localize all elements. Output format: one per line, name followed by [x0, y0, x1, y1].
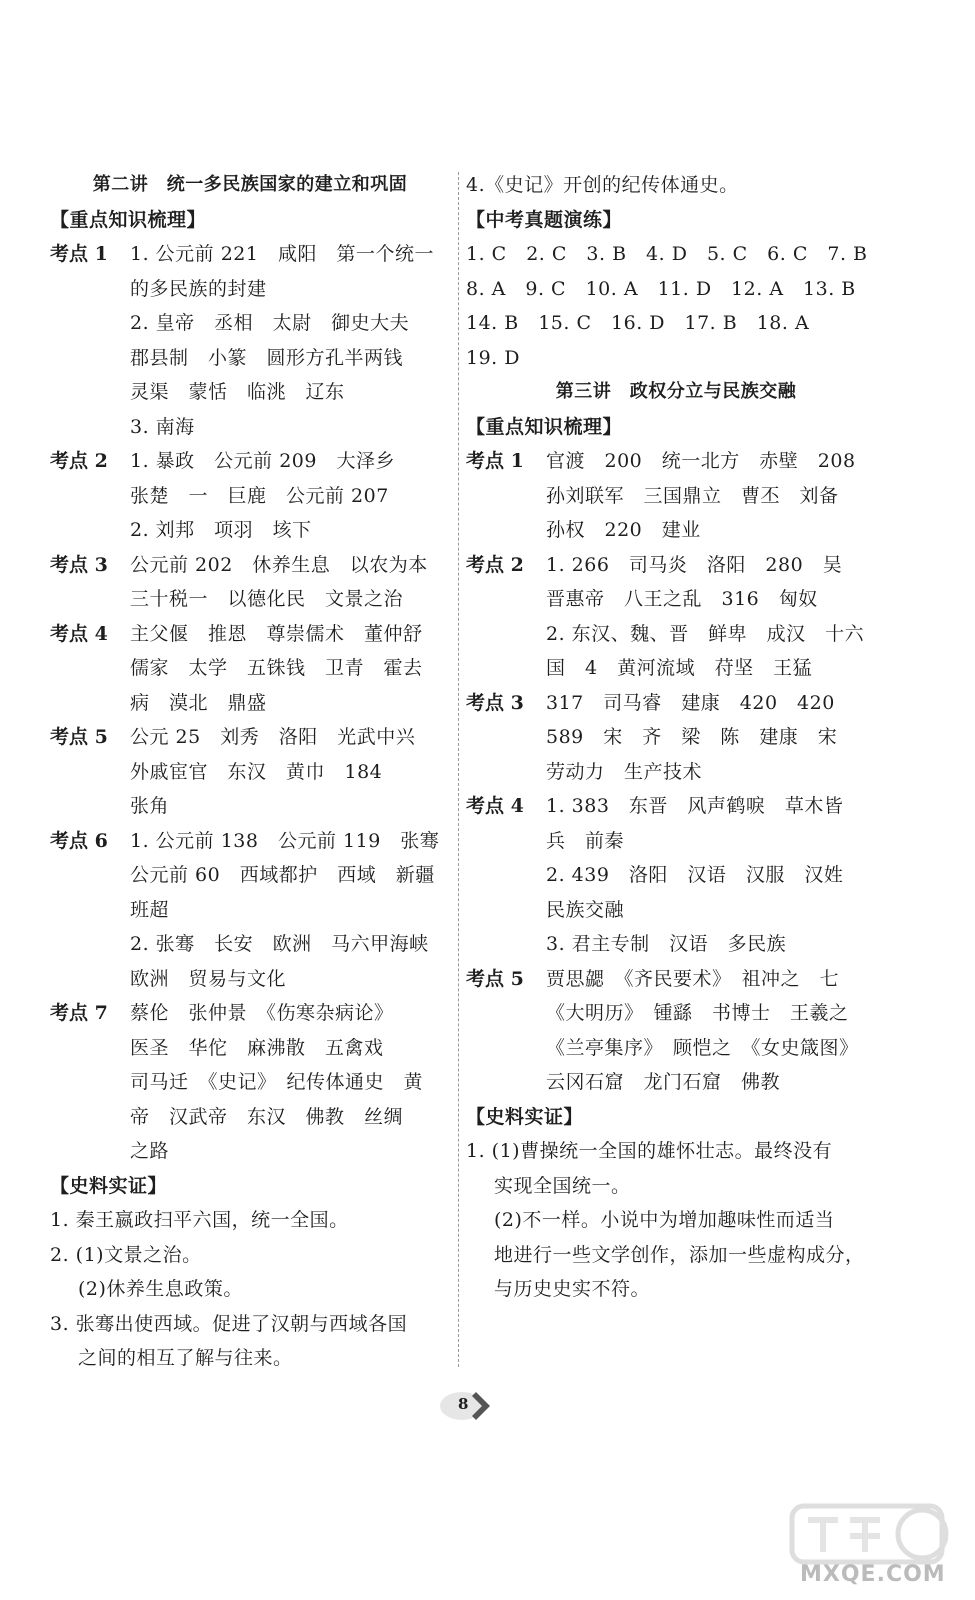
lecture-title-3: 第三讲 政权分立与民族交融 [555, 381, 797, 402]
kaodian-label: 考点 5 [50, 726, 108, 748]
kaodian-line: 郡县制 小篆 圆形方孔半两钱 [130, 346, 404, 369]
answer-line: 2. (1)文景之治。 [50, 1243, 202, 1266]
kaodian-line: 《兰亭集序》 顾恺之 《女史箴图》 [546, 1036, 859, 1059]
kaodian-line: 病 漠北 鼎盛 [130, 691, 267, 714]
quiz-answer-row: 1. C 2. C 3. B 4. D 5. C 6. C 7. B [466, 243, 868, 265]
kaodian-6 [50, 824, 450, 997]
kaodian-5 [50, 720, 450, 824]
kaodian-label: 考点 5 [466, 967, 524, 990]
answer-line: 与历史史实不符。 [494, 1278, 651, 1300]
kaodian-2 [50, 444, 450, 548]
section-heading-evidence: 【史料实证】 [50, 1174, 168, 1197]
kaodian-line: 589 宋 齐 梁 陈 建康 宋 [546, 726, 838, 748]
right-column [466, 168, 886, 1307]
kaodian-2 [466, 548, 886, 686]
kaodian-line: 国 4 黄河流域 苻坚 王猛 [546, 657, 813, 679]
kaodian-label: 考点 2 [466, 553, 524, 576]
kaodian-line: 民族交融 [546, 898, 625, 921]
answer-line: 3. 张骞出使西域。促进了汉朝与西域各国 [50, 1312, 408, 1335]
kaodian-label: 考点 2 [50, 450, 108, 472]
kaodian-line: 《大明历》 锺繇 书博士 王羲之 [546, 1002, 849, 1024]
answer-line: 实现全国统一。 [494, 1174, 631, 1197]
kaodian-line: 1. 266 司马炎 洛阳 280 吴 [546, 553, 843, 576]
kaodian-line: 兵 前秦 [546, 829, 625, 852]
kaodian-line: 317 司马睿 建康 420 420 [546, 691, 835, 714]
kaodian-line: 帝 汉武帝 东汉 佛教 丝绸 [130, 1105, 404, 1128]
answer-line: (2)休养生息政策。 [78, 1278, 243, 1300]
kaodian-label: 考点 1 [50, 243, 108, 265]
page-number: 8 [458, 1395, 469, 1413]
kaodian-1 [50, 237, 450, 444]
section-heading-exam: 【中考真题演练】 [466, 208, 623, 231]
quiz-answer-row: 19. D [466, 346, 520, 369]
kaodian-line: 张角 [130, 795, 170, 817]
kaodian-line: 孙刘联军 三国鼎立 曹丕 刘备 [546, 484, 839, 507]
kaodian-line: 张楚 一 巨鹿 公元前 207 [130, 484, 389, 507]
kaodian-line: 蔡伦 张仲景 《伤寒杂病论》 [130, 1002, 394, 1024]
section-heading-knowledge: 【重点知识梳理】 [50, 208, 207, 231]
kaodian-line: 1. 383 东晋 风声鹤唳 草木皆 [546, 795, 844, 817]
kaodian-line: 1. 公元前 221 咸阳 第一个统一 [130, 243, 434, 265]
section-heading-evidence: 【史料实证】 [466, 1105, 584, 1128]
kaodian-line: 主父偃 推恩 尊崇儒术 董仲舒 [130, 622, 423, 645]
kaodian-line: 外戚宦官 东汉 黄巾 184 [130, 760, 383, 783]
answer-line: 1. (1)曹操统一全国的雄怀壮志。最终没有 [466, 1140, 833, 1162]
kaodian-label: 考点 4 [466, 795, 524, 817]
lecture-title-2: 第二讲 统一多民族国家的建立和巩固 [92, 174, 408, 195]
kaodian-line: 2. 皇帝 丞相 太尉 御史大夫 [130, 312, 410, 334]
kaodian-line: 晋惠帝 八王之乱 316 匈奴 [546, 588, 818, 610]
kaodian-line: 司马迁 《史记》 纪传体通史 黄 [130, 1071, 424, 1093]
kaodian-line: 公元前 60 西域都护 西域 新疆 [130, 864, 435, 886]
kaodian-line: 孙权 220 建业 [546, 519, 701, 541]
kaodian-line: 儒家 太学 五铢钱 卫青 霍去 [130, 657, 423, 679]
kaodian-5 [466, 962, 886, 1100]
kaodian-label: 考点 3 [466, 691, 524, 714]
kaodian-3 [50, 548, 450, 617]
kaodian-label: 考点 7 [50, 1002, 108, 1024]
kaodian-line: 3. 君主专制 汉语 多民族 [546, 933, 787, 955]
kaodian-line: 1. 公元前 138 公元前 119 张骞 [130, 829, 440, 852]
kaodian-line: 2. 刘邦 项羽 垓下 [130, 519, 312, 541]
kaodian-3 [466, 686, 886, 790]
kaodian-line: 劳动力 生产技术 [546, 760, 703, 783]
kaodian-line: 之路 [130, 1140, 170, 1162]
kaodian-line: 三十税一 以德化民 文景之治 [130, 588, 404, 610]
kaodian-4 [50, 617, 450, 721]
kaodian-line: 1. 暴政 公元前 209 大泽乡 [130, 450, 395, 472]
answer-line: 4.《史记》开创的纪传体通史。 [466, 174, 739, 196]
kaodian-label: 考点 4 [50, 622, 108, 645]
answer-line: (2)不一样。小说中为增加趣味性而适当 [494, 1209, 835, 1231]
kaodian-line: 3. 南海 [130, 415, 195, 438]
kaodian-1 [466, 444, 886, 548]
quiz-answer-row: 14. B 15. C 16. D 17. B 18. A [466, 312, 810, 334]
answer-line: 地进行一些文学创作，添加一些虚构成分， [494, 1243, 865, 1266]
left-column [50, 168, 450, 1376]
answer-line: 之间的相互了解与往来。 [78, 1347, 293, 1369]
kaodian-label: 考点 6 [50, 829, 108, 852]
kaodian-line: 云冈石窟 龙门石窟 佛教 [546, 1071, 781, 1093]
kaodian-line: 2. 张骞 长安 欧洲 马六甲海峡 [130, 933, 429, 955]
kaodian-line: 欧洲 贸易与文化 [130, 967, 287, 990]
watermark-text: MXQE.COM [800, 1562, 946, 1587]
kaodian-line: 贾思勰 《齐民要术》 祖冲之 七 [546, 967, 840, 990]
kaodian-line: 公元 25 刘秀 洛阳 光武中兴 [130, 726, 416, 748]
section-heading-knowledge: 【重点知识梳理】 [466, 415, 623, 438]
kaodian-line: 灵渠 蒙恬 临洮 辽东 [130, 381, 345, 403]
kaodian-line: 的多民族的封建 [130, 277, 267, 300]
kaodian-label: 考点 3 [50, 553, 108, 576]
kaodian-line: 2. 439 洛阳 汉语 汉服 汉姓 [546, 864, 844, 886]
kaodian-4 [466, 789, 886, 962]
answer-line: 1. 秦王嬴政扫平六国，统一全国。 [50, 1209, 349, 1231]
kaodian-label: 考点 1 [466, 450, 524, 472]
kaodian-line: 医圣 华佗 麻沸散 五禽戏 [130, 1036, 384, 1059]
quiz-answer-row: 8. A 9. C 10. A 11. D 12. A 13. B [466, 277, 856, 300]
kaodian-line: 官渡 200 统一北方 赤壁 208 [546, 450, 856, 472]
kaodian-7 [50, 996, 450, 1169]
kaodian-line: 公元前 202 休养生息 以农为本 [130, 553, 428, 576]
kaodian-line: 班超 [130, 898, 170, 921]
column-divider [458, 172, 459, 1367]
kaodian-line: 2. 东汉、魏、晋 鲜卑 成汉 十六 [546, 622, 865, 645]
page-number-badge [438, 1388, 494, 1424]
